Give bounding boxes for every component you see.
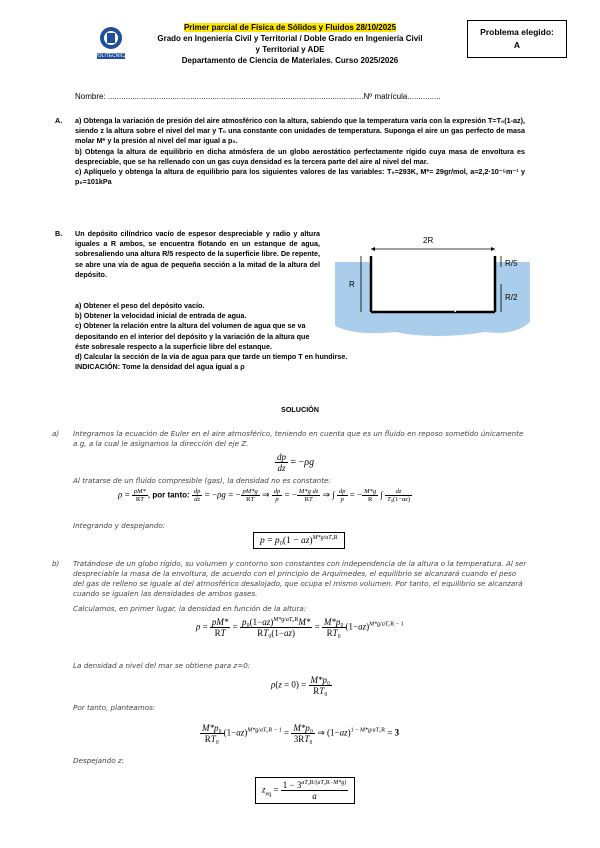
tank-figure — [335, 236, 530, 340]
solution-a-marker: a) — [52, 429, 60, 438]
density-altitude-equation: ρ = $\frac{pM*}{RT}$ = $\frac{p_0(1-az)^{M*g/aT_0R}M*}{\text{RT₀(1−az)}}$ = $\frac{\text{M*p₀}}{\text{RT₀}}$ $(1-az)^{M*g/aT_0R - 1}$ — [196, 617, 404, 638]
solution-b-marker: b) — [52, 559, 60, 568]
pressure-result-box: p = p₀(1 − az)$^{M*g/aT_0R}$ — [253, 532, 345, 549]
problem-b-item-b: b) Obtener la velocidad inicial de entrada de agua. — [75, 311, 247, 321]
altitude-result-box: $z_{eq}$ = $\frac{1 - 3^{aT_0R/(aT_0R-M*g)}}{a}$ — [255, 777, 355, 804]
solution-b-text5: Despejando z: — [73, 756, 125, 765]
problem-a-part-c: c) Aplíquelo y obtenga la altura de equilibrio para los siguientes valores de las variables: T₀=293K, M*= 29gr/mol, a=2,2·10⁻⁵m⁻¹ y p₀=101kPa — [75, 167, 525, 187]
euler-equation: $\frac{dp}{dz}$ = −ρg — [277, 452, 315, 473]
university-logo — [93, 24, 129, 64]
matricula-field[interactable]: Nº matrícula............... — [363, 92, 441, 101]
problem-b-item-c: c) Obtener la relación entre la altura del volumen de agua que se va depositando en el interior del depósito y la variación de la altura que éste sobresale respecto a la superficie libre del estanque. — [75, 321, 310, 351]
sea-level-density-equation: ρ(z = 0) = $\frac{\text{M*p₀}}{\text{RT₀}}$ — [271, 675, 331, 696]
problem-choice-label: Problema elegido: — [480, 27, 554, 37]
equilibrium-equation: $\frac{\text{M*p₀}}{\text{RT₀}}$ $(1-az)^{M*g/aT_0R - 1}$ = $\frac{\text{M*p₀}}{\text{3RT₀}}$ ⇒ $(1-az)^{1 - M*g/aT_0R} = 3$ — [202, 723, 400, 744]
exam-header — [140, 22, 440, 66]
solution-a-text3: Integrando y despejando: — [73, 521, 166, 530]
solution-b-text2: Calculamos, en primer lugar, la densidad en función de la altura: — [73, 604, 307, 613]
problem-b-indicacion: INDICACIÓN: Tome la densidad del agua igual a ρ — [75, 362, 245, 372]
problem-a-part-b: b) Obtenga la altura de equilibrio en dicha atmósfera de un globo aerostático perfectamente rígido cuya masa de envoltura es despreciable, que se ha rellenado con un gas cuya densidad es la tercera parte del aire al nivel del mar. — [75, 146, 525, 166]
density-equation: ρ = $\frac{pM*}{RT}$ , por tanto: $\frac{dp}{dz}$ = −ρg = − $\frac{pM*g}{RT}$ ⇒ $\frac{dp}{p}$ = − $\frac{\text{M*g dz}}{RT}$ ⇒ ∫ $\frac{dp}{p}$ = − $\frac{M*g}{R}$ ∫ $\frac{dz}{\text{T₀(1−az)}}$ — [118, 488, 410, 503]
label-r5: R/5 — [505, 259, 518, 268]
department-line: Departamento de Ciencia de Materiales. Curso 2025/2026 — [181, 56, 399, 65]
solution-b-text3: La densidad a nivel del mar se obtiene para z=0: — [73, 661, 251, 670]
problem-choice-box — [467, 20, 567, 58]
problem-b-item-a: a) Obtener el peso del depósito vacío. — [75, 301, 205, 310]
por-tanto-label: por tanto: — [152, 490, 190, 500]
degree-line-1: Grado en Ingeniería Civil y Territorial / Doble Grado en Ingeniería Civil — [157, 34, 423, 43]
solution-title: SOLUCIÓN — [281, 405, 319, 414]
label-r: R — [349, 280, 355, 289]
solution-a-text1: Integramos la ecuación de Euler en el aire atmosférico, teniendo en cuenta que es un fluido en reposo sometido únicamente a g, a la cual le asignamos la dirección del eje Z. — [73, 429, 524, 448]
degree-line-2: y Territorial y ADE — [255, 45, 325, 54]
problem-b-item-d: d) Calcular la sección de la vía de agua para que tarde un tiempo T en hundirse. — [75, 352, 348, 362]
problem-a-marker: A. — [55, 116, 63, 125]
name-field[interactable]: Nombre: ................................................................................................................... — [75, 92, 364, 101]
solution-b-text1: Tratándose de un globo rígido, su volumen y contorno son constantes con independencia de la altura o la temperatura. Al ser despreciable la masa de la envoltura, de acuerdo con el principio de Arquímedes, el equilibrio se alcanzará cuando el peso del gas de relleno se iguale al del atmosférico desalojado, que ocupa el mismo volumen. Por tanto, el equilibrio se alcanzará cuando se igualen las densidades de ambos gases. — [73, 559, 527, 598]
label-2r: 2R — [423, 236, 434, 245]
student-line — [75, 92, 441, 101]
logo-text: POLITÉCNICA — [94, 53, 128, 59]
problem-b-marker: B. — [55, 229, 63, 238]
problem-a-part-a: a) Obtenga la variación de presión del aire atmosférico con la altura, sabiendo que la temperatura varía con la expresión T=T₀(1-az), siendo z la altura sobre el nivel del mar y T₀ una constante con unidades de temperatura. Suponga el aire un gas perfecto de masa molar M* y la presión al nivel del mar igual a p₀. — [75, 116, 526, 146]
problem-choice-value: A — [513, 40, 521, 50]
problem-a-statement — [75, 116, 525, 187]
label-r2: R/2 — [505, 293, 518, 302]
solution-b-text4: Por tanto, planteamos: — [73, 703, 156, 712]
problem-b-intro: Un depósito cilíndrico vacío de espesor despreciable y radio y altura iguales a R ambos, se encuentra flotando en un estanque de agua, sobresaliendo una altura R/5 respecto de la superficie libre. De repente, se abre una vía de agua de pequeña sección a la mitad de la altura del depósito. — [75, 229, 320, 279]
solution-a-text2: Al tratarse de un fluido compresible (gas), la densidad no es constante: — [73, 476, 331, 485]
exam-title: Primer parcial de Física de Sólidos y Fluidos 28/10/2025 — [183, 23, 397, 32]
